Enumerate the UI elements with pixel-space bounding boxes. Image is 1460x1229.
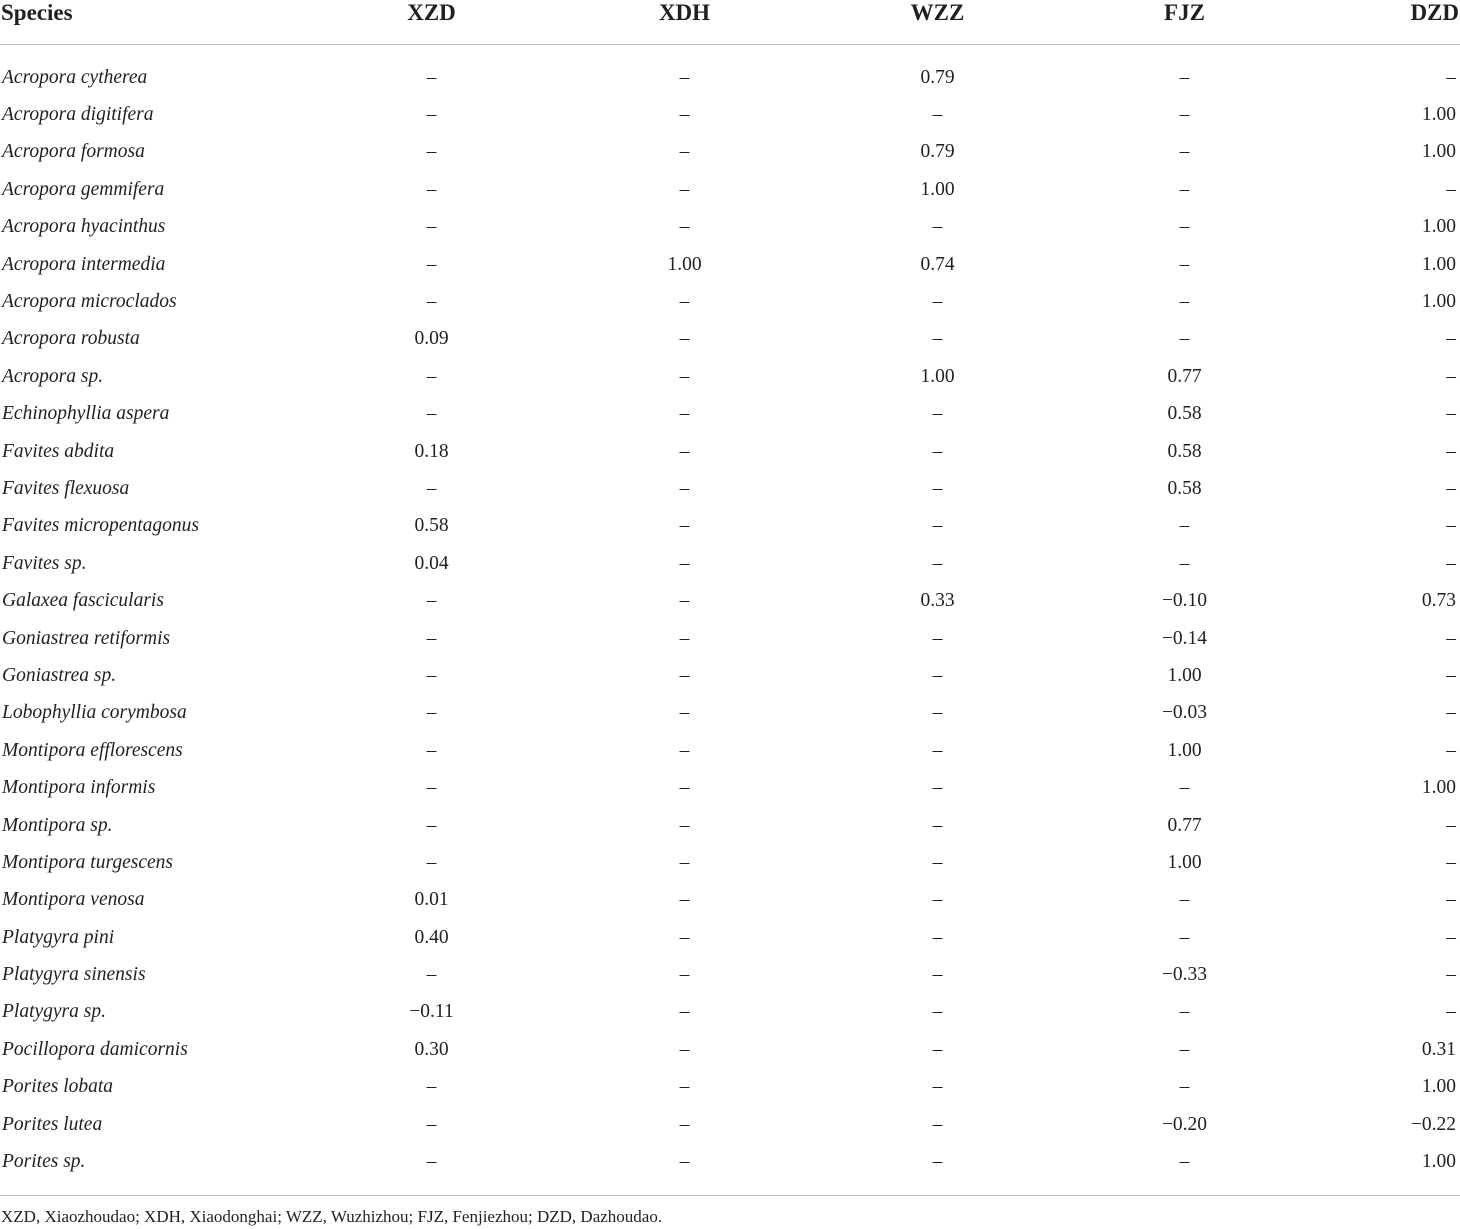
table-row (0, 769, 1460, 806)
header-fjz: FJZ (1064, 0, 1305, 45)
value-cell: – (932, 926, 943, 948)
value-cell: 1.00 (1421, 777, 1456, 799)
value-cell: – (1446, 1001, 1456, 1023)
species-name-cell: Echinophyllia aspera (2, 403, 170, 425)
species-name-cell: Platygyra sinensis (2, 964, 146, 986)
species-name-cell: Pocillopora damicornis (2, 1038, 188, 1060)
species-name-cell: Goniastrea sp. (2, 664, 117, 686)
value-cell: – (426, 291, 437, 313)
value-cell: – (426, 702, 437, 724)
value-cell: – (1179, 104, 1190, 126)
value-cell: – (679, 590, 690, 612)
value-cell: 0.01 (414, 889, 449, 911)
table-row (0, 620, 1460, 657)
value-cell: – (932, 291, 943, 313)
species-name-cell: Acropora robusta (2, 328, 140, 350)
species-name-cell: Acropora hyacinthus (2, 216, 166, 238)
value-cell: 1.00 (667, 253, 702, 275)
species-name-cell: Acropora sp. (2, 365, 104, 387)
table-row (0, 919, 1460, 956)
value-cell: – (1446, 440, 1456, 462)
value-cell: 1.00 (1421, 104, 1456, 126)
value-cell: – (932, 627, 943, 649)
value-cell: – (1446, 66, 1456, 88)
value-cell: – (426, 178, 437, 200)
value-cell: – (1446, 477, 1456, 499)
species-name-cell: Acropora microclados (2, 291, 177, 313)
value-cell: – (679, 627, 690, 649)
table-row (0, 657, 1460, 694)
value-cell: 1.00 (1421, 1076, 1456, 1098)
value-cell: – (1179, 1076, 1190, 1098)
value-cell: 1.00 (1167, 851, 1202, 873)
value-cell: – (1446, 851, 1456, 873)
table-row (0, 358, 1460, 395)
value-cell: −0.11 (409, 1001, 454, 1023)
value-cell: – (932, 403, 943, 425)
value-cell: – (1446, 328, 1456, 350)
value-cell: – (1179, 889, 1190, 911)
value-cell: – (932, 440, 943, 462)
value-cell: – (679, 440, 690, 462)
value-cell: 1.00 (1421, 253, 1456, 275)
value-cell: – (932, 1113, 943, 1135)
species-name-cell: Porites sp. (2, 1151, 86, 1173)
species-name-cell: Montipora informis (2, 777, 156, 799)
value-cell: – (932, 851, 943, 873)
value-cell: 0.79 (920, 141, 955, 163)
header-row (0, 0, 1460, 45)
value-cell: – (1446, 552, 1456, 574)
value-cell: −0.33 (1161, 964, 1208, 986)
value-cell: – (426, 964, 437, 986)
value-cell: – (679, 328, 690, 350)
value-cell: – (932, 515, 943, 537)
value-cell: – (1179, 178, 1190, 200)
value-cell: 1.00 (1167, 739, 1202, 761)
value-cell: −0.10 (1161, 590, 1208, 612)
value-cell: – (1179, 216, 1190, 238)
value-cell: – (1179, 1151, 1190, 1173)
value-cell: – (679, 1001, 690, 1023)
table-footnote: XZD, Xiaozhoudao; XDH, Xiaodonghai; WZZ, Wuzhizhou; FJZ, Fenjiezhou; DZD, Dazhoudao. (1, 1207, 663, 1226)
value-cell: – (679, 1151, 690, 1173)
species-name-cell: Acropora formosa (2, 141, 145, 163)
value-cell: – (1446, 178, 1456, 200)
value-cell: – (426, 777, 437, 799)
species-name-cell: Acropora intermedia (2, 253, 166, 275)
value-cell: 0.58 (1167, 477, 1202, 499)
species-name-cell: Galaxea fascicularis (2, 590, 164, 612)
value-cell: – (1179, 291, 1190, 313)
value-cell: – (426, 141, 437, 163)
value-cell: – (679, 851, 690, 873)
value-cell: 0.40 (414, 926, 449, 948)
value-cell: 0.77 (1167, 365, 1202, 387)
footnote-divider (0, 1195, 1460, 1196)
value-cell: – (932, 889, 943, 911)
value-cell: – (426, 739, 437, 761)
value-cell: – (932, 1001, 943, 1023)
species-name-cell: Porites lutea (2, 1113, 103, 1135)
table-row (0, 582, 1460, 619)
species-name-cell: Montipora efflorescens (2, 739, 183, 761)
table-row (0, 283, 1460, 320)
value-cell: – (679, 477, 690, 499)
value-cell: – (679, 515, 690, 537)
table-row (0, 508, 1460, 545)
header-wzz: WZZ (811, 0, 1064, 45)
value-cell: – (679, 552, 690, 574)
table-row (0, 844, 1460, 881)
value-cell: – (1179, 328, 1190, 350)
species-name-cell: Montipora turgescens (2, 851, 173, 873)
value-cell: – (426, 851, 437, 873)
value-cell: – (1446, 702, 1456, 724)
value-cell: – (1446, 515, 1456, 537)
table-row (0, 134, 1460, 171)
value-cell: – (1446, 964, 1456, 986)
table-row (0, 1069, 1460, 1106)
value-cell: – (1446, 889, 1456, 911)
value-cell: – (1446, 664, 1456, 686)
species-name-cell: Favites micropentagonus (2, 515, 199, 537)
value-cell: 0.30 (414, 1038, 449, 1060)
value-cell: – (426, 365, 437, 387)
species-name-cell: Montipora sp. (2, 814, 113, 836)
value-cell: – (1446, 739, 1456, 761)
value-cell: 0.31 (1421, 1038, 1456, 1060)
table-row (0, 994, 1460, 1031)
value-cell: −0.22 (1410, 1113, 1456, 1135)
species-name-cell: Acropora cytherea (2, 66, 148, 88)
value-cell: 0.18 (414, 440, 449, 462)
table-body (0, 45, 1460, 1181)
value-cell: – (426, 590, 437, 612)
value-cell: 1.00 (1421, 216, 1456, 238)
species-name-cell: Favites abdita (2, 440, 115, 462)
value-cell: – (679, 739, 690, 761)
value-cell: −0.20 (1161, 1113, 1208, 1135)
value-cell: – (679, 889, 690, 911)
value-cell: −0.14 (1161, 627, 1208, 649)
table-row (0, 732, 1460, 769)
value-cell: – (679, 365, 690, 387)
value-cell: – (679, 1076, 690, 1098)
header-xdh: XDH (558, 0, 811, 45)
value-cell: – (679, 814, 690, 836)
table-row (0, 171, 1460, 208)
value-cell: – (426, 814, 437, 836)
value-cell: – (426, 403, 437, 425)
value-cell: – (1179, 777, 1190, 799)
species-name-cell: Lobophyllia corymbosa (2, 702, 187, 724)
value-cell: 1.00 (1421, 1151, 1456, 1173)
value-cell: 1.00 (920, 365, 955, 387)
value-cell: – (932, 216, 943, 238)
value-cell: 0.09 (414, 328, 449, 350)
value-cell: 1.00 (1167, 664, 1202, 686)
value-cell: – (426, 1151, 437, 1173)
value-cell: – (679, 777, 690, 799)
value-cell: – (426, 66, 437, 88)
value-cell: – (1179, 515, 1190, 537)
species-name-cell: Acropora digitifera (2, 104, 154, 126)
table-row (0, 1143, 1460, 1180)
species-name-cell: Montipora venosa (2, 889, 145, 911)
table-row (0, 882, 1460, 919)
value-cell: 0.04 (414, 552, 449, 574)
table-row (0, 321, 1460, 358)
header-xzd: XZD (305, 0, 558, 45)
value-cell: – (679, 403, 690, 425)
value-cell: – (426, 1113, 437, 1135)
value-cell: – (1179, 552, 1190, 574)
value-cell: – (932, 814, 943, 836)
table-row (0, 1031, 1460, 1068)
value-cell: – (1179, 1001, 1190, 1023)
value-cell: 0.58 (1167, 440, 1202, 462)
value-cell: 1.00 (920, 178, 955, 200)
value-cell: 0.33 (920, 590, 955, 612)
value-cell: – (426, 477, 437, 499)
value-cell: – (1446, 365, 1456, 387)
species-name-cell: Platygyra sp. (2, 1001, 106, 1023)
table-row (0, 45, 1460, 97)
value-cell: – (679, 178, 690, 200)
value-cell: – (932, 477, 943, 499)
value-cell: – (1179, 141, 1190, 163)
value-cell: – (932, 328, 943, 350)
value-cell: – (679, 141, 690, 163)
value-cell: – (679, 926, 690, 948)
value-cell: 0.74 (920, 253, 955, 275)
header-dzd: DZD (1305, 0, 1460, 45)
value-cell: – (679, 664, 690, 686)
value-cell: – (932, 552, 943, 574)
table-row (0, 956, 1460, 993)
value-cell: 0.58 (1167, 403, 1202, 425)
table-row (0, 96, 1460, 133)
value-cell: – (426, 664, 437, 686)
table-row (0, 695, 1460, 732)
table-row (0, 396, 1460, 433)
species-name-cell: Platygyra pini (2, 926, 115, 948)
table-row (0, 545, 1460, 582)
value-cell: – (679, 66, 690, 88)
value-cell: 0.79 (920, 66, 955, 88)
value-cell: – (932, 777, 943, 799)
table-row (0, 807, 1460, 844)
value-cell: – (1179, 1038, 1190, 1060)
value-cell: – (932, 1076, 943, 1098)
value-cell: – (932, 739, 943, 761)
table-row (0, 470, 1460, 507)
value-cell: – (679, 216, 690, 238)
value-cell: – (1446, 926, 1456, 948)
value-cell: – (679, 964, 690, 986)
value-cell: – (426, 216, 437, 238)
value-cell: 1.00 (1421, 291, 1456, 313)
value-cell: – (1446, 627, 1456, 649)
table-row (0, 209, 1460, 246)
value-cell: −0.03 (1161, 702, 1208, 724)
value-cell: – (426, 627, 437, 649)
value-cell: – (1446, 403, 1456, 425)
value-cell: 0.58 (414, 515, 449, 537)
value-cell: – (426, 104, 437, 126)
table-row (0, 246, 1460, 283)
value-cell: – (679, 1038, 690, 1060)
value-cell: – (1179, 253, 1190, 275)
value-cell: – (1446, 814, 1456, 836)
value-cell: – (426, 1076, 437, 1098)
species-name-cell: Porites lobata (2, 1076, 114, 1098)
table-row (0, 1106, 1460, 1143)
value-cell: – (932, 1038, 943, 1060)
value-cell: – (679, 104, 690, 126)
species-name-cell: Favites sp. (2, 552, 87, 574)
value-cell: – (932, 1151, 943, 1173)
value-cell: – (679, 1113, 690, 1135)
value-cell: – (679, 702, 690, 724)
value-cell: – (932, 702, 943, 724)
table-row (0, 433, 1460, 470)
value-cell: 0.77 (1167, 814, 1202, 836)
value-cell: – (1179, 926, 1190, 948)
species-name-cell: Favites flexuosa (2, 477, 130, 499)
value-cell: – (932, 664, 943, 686)
value-cell: – (426, 253, 437, 275)
value-cell: 0.73 (1421, 590, 1456, 612)
value-cell: – (932, 104, 943, 126)
header-species: Species (0, 0, 305, 45)
table-header (0, 0, 1460, 45)
value-cell: – (932, 964, 943, 986)
value-cell: – (1179, 66, 1190, 88)
value-cell: 1.00 (1421, 141, 1456, 163)
species-name-cell: Acropora gemmifera (2, 178, 165, 200)
value-cell: – (679, 291, 690, 313)
species-name-cell: Goniastrea retiformis (2, 627, 171, 649)
